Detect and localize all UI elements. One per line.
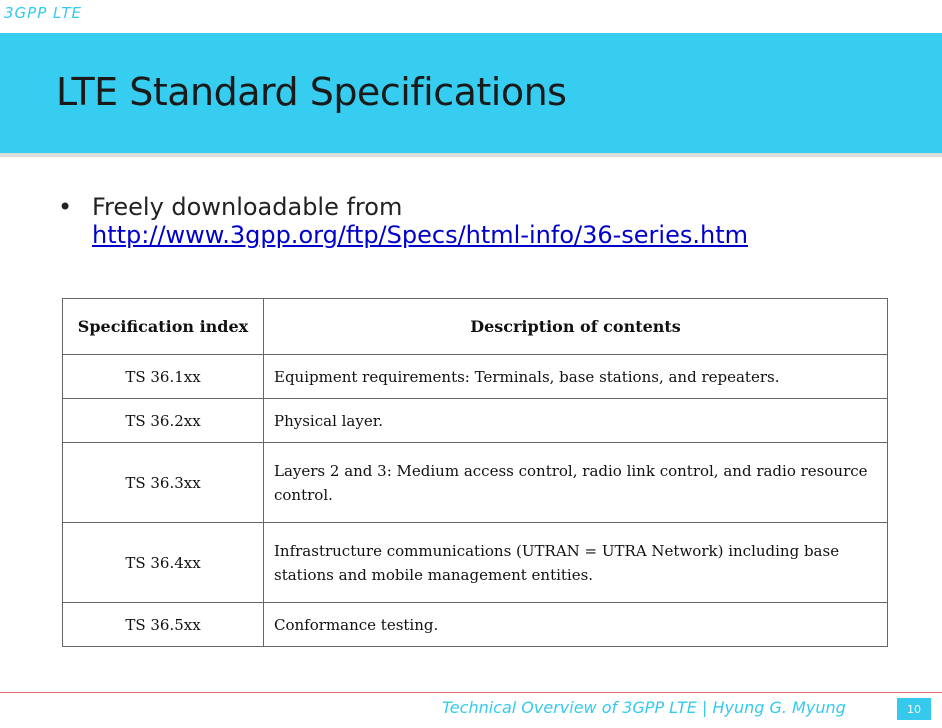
spec-index-cell: TS 36.2xx	[63, 399, 264, 443]
table-row	[63, 603, 888, 647]
spec-index-cell: TS 36.1xx	[63, 355, 264, 399]
table-header-row	[63, 299, 888, 355]
table-row	[63, 399, 888, 443]
page-number: 10	[897, 698, 931, 720]
top-label: 3GPP LTE	[4, 4, 83, 22]
description-cell: Infrastructure communications (UTRAN = UTRA Network) including base stations and mobile management entities.	[264, 523, 888, 603]
table-row	[63, 355, 888, 399]
header-spec-index: Specification index	[63, 299, 264, 355]
description-cell: Conformance testing.	[264, 603, 888, 647]
specs-link[interactable]: http://www.3gpp.org/ftp/Specs/html-info/36-series.htm	[92, 221, 748, 249]
table-row	[63, 523, 888, 603]
bullet-dot-icon: •	[58, 193, 73, 221]
spec-index-cell: TS 36.5xx	[63, 603, 264, 647]
description-cell: Equipment requirements: Terminals, base stations, and repeaters.	[264, 355, 888, 399]
spec-index-cell: TS 36.4xx	[63, 523, 264, 603]
description-cell: Physical layer.	[264, 399, 888, 443]
description-cell: Layers 2 and 3: Medium access control, radio link control, and radio resource control.	[264, 443, 888, 523]
header-description: Description of contents	[264, 299, 888, 355]
table-row	[63, 443, 888, 523]
page-title: LTE Standard Specifications	[56, 70, 567, 114]
bullet-text: Freely downloadable from	[92, 193, 403, 221]
footer-text: Technical Overview of 3GPP LTE | Hyung G. Myung	[442, 698, 846, 717]
footer-divider	[0, 692, 942, 693]
spec-index-cell: TS 36.3xx	[63, 443, 264, 523]
spec-table	[62, 298, 888, 647]
